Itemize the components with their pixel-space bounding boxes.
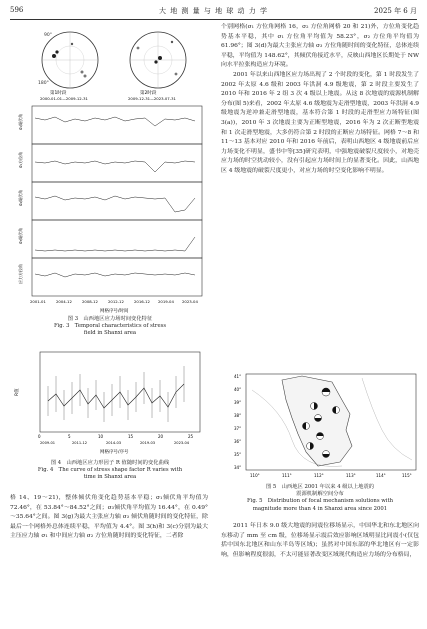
x-tick: 2009-01	[40, 441, 56, 445]
fig3-panel-b-period: 2009-12-31—2023-07-31	[128, 96, 176, 101]
stereonet-b	[130, 32, 186, 88]
header-rule	[10, 19, 417, 20]
fig4-date-ticks	[40, 441, 190, 445]
fig5-map	[222, 370, 420, 482]
fig3-row-label: σ₃倾伏角	[18, 227, 23, 244]
lon-tick: 111°	[282, 473, 292, 478]
lat-tick: 38°	[234, 413, 242, 418]
x-tick: 2019-03	[140, 441, 156, 445]
fig3-figure	[10, 22, 210, 327]
x-tick: 2023-04	[182, 299, 198, 304]
fig5-caption-cn: 震源机制解空间分布	[296, 491, 344, 498]
x-tick: 20	[158, 434, 164, 439]
fig3-row-label: σ₂倾伏角	[18, 189, 23, 206]
page-header	[10, 6, 417, 18]
fig4-x-ticks	[38, 434, 194, 439]
paragraph: 2011 年日本 9.0 级大地震的同震位移场显示，中国华北和东北地区向东移动了 mm 至 cm 级，位移场显示震后效应影响区域明显比同震小(仅包括中国东北地区和山东半岛等区域)；虽然对中国东部的华北地区有一定影响，但影响程度很弱，不太可能显著改变区域现代构造应力场的分布格局，	[221, 523, 419, 558]
x-tick: 2004-12	[56, 299, 72, 304]
x-tick: 2011-12	[72, 441, 88, 445]
fig3-x-ticks	[30, 299, 198, 304]
fig3-row-label: σ₁方位角	[18, 151, 23, 168]
fig3-panel-b-title: 第2时段	[140, 91, 157, 96]
lon-tick: 113°	[346, 473, 356, 478]
fig4-caption	[10, 460, 210, 482]
svg-text:180°: 180°	[38, 81, 49, 86]
x-tick: 2012-12	[108, 299, 124, 304]
x-tick: 2001-01	[30, 299, 46, 304]
fig4-xlabel: 网格序号/序号	[100, 450, 129, 455]
x-tick: 5	[68, 434, 71, 439]
lon-tick: 114°	[376, 473, 386, 478]
fig3-caption-cn: 图 3 山西地区应力场时间变化特征	[67, 316, 153, 322]
fig3-panel-a-period: 2000-01-01—2009-12-31	[40, 96, 88, 101]
x-tick: 0	[38, 434, 41, 439]
fig3-caption-en: field in Shanxi area	[83, 330, 137, 337]
lat-tick: 40°	[234, 387, 242, 392]
x-tick: 2019-04	[158, 299, 174, 304]
paragraph: 2001 年以来山西地区应力场出现了 2 个时段的变化，第 1 时段发生了 2002 年太原 4.6 级和 2003 年洪洞 4.9 级地震，第 2 时段主要发生了 2010 年和 2016 年 2 组 3 次 4 级以上地震。从这 8 次地震的震源机制解分布(图 5)来看，2002 年太原 4.6 级地震为走滑型地震，2003 年洪洞 4.9 级地震为逆冲兼走滑型地震，基本符合第 1 时段的走滑型应力场特征(图 3(a))，2010 年 3 次地震主要为正断型地震，2016 年为 2 次正断型地震和 1 次走滑型地震，大多仍符合第 2 时段的正断应力场特征。网格 7～8 和 11～13 基本对应 2010 年和 2016 年前后，表明山西地区 4 级地震前后应力场变化不明显，盛书中等[35]研究表明，中强地震破裂尺度较小，对地壳应力场的时空扰动较小，没有引起应力场时间上的显著变化。因此，山西地区 4 级地震的破裂尺度更小，对应力场的时空变化影响不明显。	[221, 71, 419, 174]
lat-tick: 41°	[234, 374, 242, 379]
fig4-caption-en: time in Shanxi area	[83, 474, 137, 481]
lon-tick: 110°	[250, 473, 260, 478]
fig4-caption-cn: 图 4 山西地区应力形因子 R 值随时间的变化曲线	[50, 460, 170, 466]
fig4-ylabel: R值	[15, 388, 20, 396]
lat-tick: 37°	[234, 426, 242, 431]
paragraph: 格 14、19～21)，整体倾伏角变化趋势基本平稳；σ₁倾伏角平均值为 72.46°，在 53.84°～84.52°之间；σ₃倾伏角平均值为 16.44°，在 0.49°～35.64°之间。图 3(g)为最大主张应力轴 σ₃ 倾伏角随时间的变化特征，除最后一个网格外总体连续平稳，平均值为 4.4°。图 3(h)和 3(c)分别为最大主压应力轴 σ₁ 和中间应力轴 σ₂ 方位角随时间的变化特征，二者除	[10, 495, 208, 540]
stereonet-a	[38, 32, 98, 88]
right-column-text-bottom	[221, 522, 419, 560]
x-tick: 2008-12	[82, 299, 98, 304]
issue-date: 2025 年 6 月	[374, 7, 417, 15]
journal-title: 大 地 测 量 与 地 球 动 力 学	[158, 7, 269, 15]
lat-tick: 36°	[234, 439, 242, 444]
lat-tick: 39°	[234, 400, 242, 405]
right-column-text	[221, 23, 419, 177]
fig5-lat-ticks	[234, 374, 241, 470]
x-tick: 2014-03	[106, 441, 122, 445]
lon-tick: 115°	[402, 473, 412, 478]
fig5-caption-en: Fig. 5 Distribution of focal mechanism solutions with	[246, 498, 394, 505]
x-tick: 15	[128, 434, 134, 439]
fig3-caption-en: Fig. 3 Temporal characteristics of stress	[53, 323, 167, 330]
svg-text:90°: 90°	[44, 33, 52, 38]
fig5-caption-en: magnitude more than 4 in Shanxi area since 2001	[252, 505, 388, 512]
fig5-lon-ticks	[250, 473, 412, 478]
page-number: 596	[10, 6, 24, 14]
fig3-row-label: σ₁倾伏角	[18, 113, 23, 130]
fig3-xlabel: 网格序号/时间	[100, 309, 129, 314]
fig3-panel-a-title: 第1时段	[50, 91, 67, 96]
lon-tick: 112°	[314, 473, 324, 478]
lat-tick: 34°	[234, 465, 242, 470]
fig3-caption	[10, 316, 210, 338]
lat-tick: 35°	[234, 452, 242, 457]
left-column-text	[10, 494, 208, 542]
fig4-figure	[10, 346, 210, 458]
fig3-row-label: 应力方位角	[18, 264, 23, 284]
fig5-caption-cn: 图 5 山西地区 2001 年以来 4 级以上地震的	[265, 484, 375, 490]
x-tick: 25	[188, 434, 194, 439]
fig5-caption	[221, 484, 419, 513]
fig4-caption-en: Fig. 4 The curve of stress shape factor R varies with	[37, 467, 183, 474]
x-tick: 2016-12	[134, 299, 150, 304]
fig3-time-panels	[32, 106, 202, 296]
paragraph: 个别网格(σ₁ 方位角网格 16，σ₂ 方位角网格 20 和 21)外，方位角变化趋势基本平稳，其中 σ₁ 方位角平均值为 58.23°，σ₂ 方位角平均值为 61.96°；图 3(d)为最大主张应力轴 σ₃ 方位角随时间的变化特征，总体连续平稳，平均值为 148.62°，其倾伏角接近水平，反映山西地区长期处于 NW 向水平拉张构造应力环境。	[221, 24, 419, 69]
x-tick: 2023-04	[174, 441, 190, 445]
x-tick: 10	[98, 434, 104, 439]
